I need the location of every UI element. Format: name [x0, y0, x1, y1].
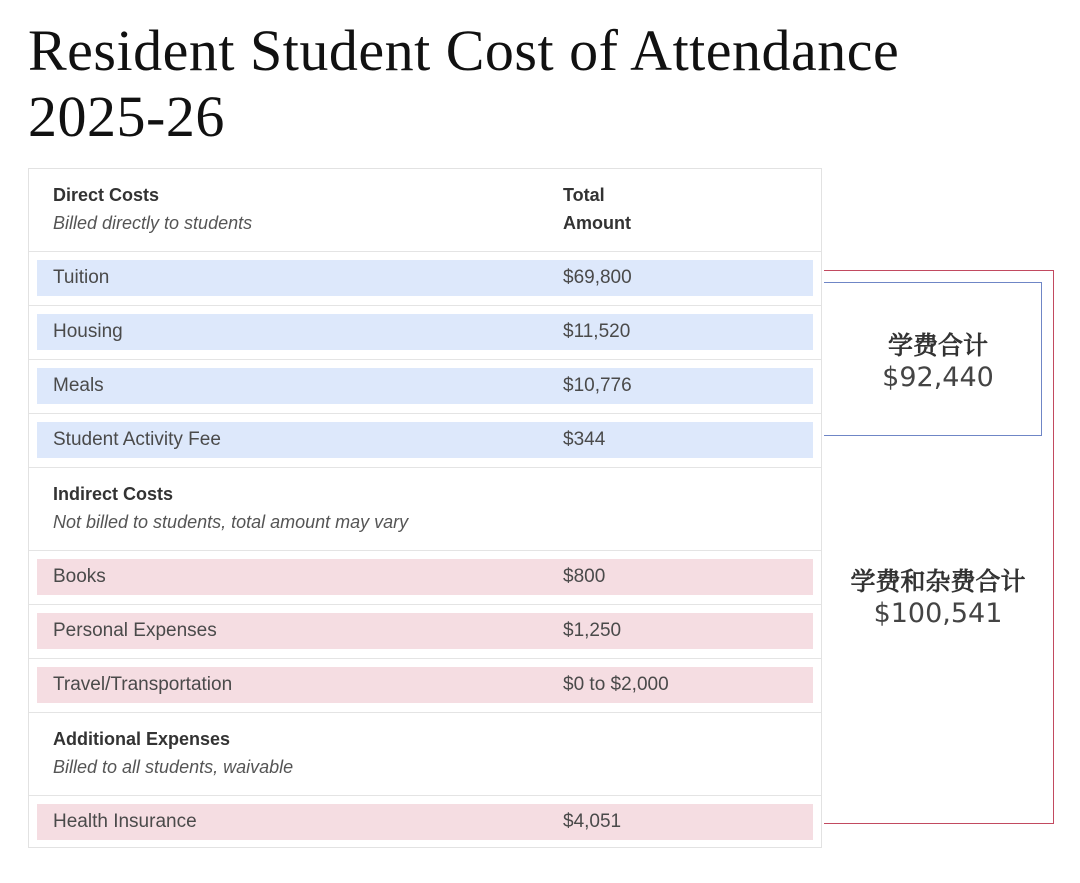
row-divider [29, 251, 821, 252]
row-amount: $69,800 [563, 267, 632, 288]
direct-costs-title: Direct Costs [53, 185, 160, 205]
row-label: Housing [53, 321, 123, 342]
tuition-total-label: 学费合计 [887, 331, 988, 360]
row-divider [29, 359, 821, 360]
row-divider [29, 413, 821, 414]
row-label: Personal Expenses [53, 620, 217, 641]
indirect-costs-header [29, 468, 821, 550]
row-divider [29, 305, 821, 306]
total-column-header-line1: Total [563, 185, 605, 205]
table-row-books [37, 559, 813, 595]
direct-costs-subtitle: Billed directly to students [53, 213, 253, 233]
tuition-total-summary [868, 330, 1008, 394]
table-row-housing [37, 314, 813, 350]
table-row-health-insurance [37, 804, 813, 840]
row-label: Meals [53, 375, 104, 396]
row-divider [29, 550, 821, 551]
page-title-line2: 2025-26 [28, 84, 225, 149]
table-row-travel-transportation [37, 667, 813, 703]
row-label: Books [53, 566, 106, 587]
cost-table [28, 168, 822, 848]
indirect-costs-subtitle: Not billed to students, total amount may vary [53, 512, 409, 532]
row-amount: $0 to $2,000 [563, 674, 669, 695]
row-amount: $344 [563, 429, 606, 450]
overall-total-label: 学费和杂费合计 [850, 567, 1026, 596]
total-column-header-line2: Amount [563, 213, 631, 233]
row-divider [29, 604, 821, 605]
table-row-meals [37, 368, 813, 404]
row-divider [29, 658, 821, 659]
row-divider [29, 795, 821, 796]
table-row-personal-expenses [37, 613, 813, 649]
row-amount: $4,051 [563, 811, 622, 832]
overall-total-summary [836, 566, 1040, 630]
table-row-student-activity-fee [37, 422, 813, 458]
row-label: Travel/Transportation [53, 674, 233, 695]
tuition-total-amount: $92,440 [882, 362, 994, 393]
row-label: Tuition [53, 267, 110, 288]
additional-expenses-subtitle: Billed to all students, waivable [53, 757, 294, 777]
table-row-tuition [37, 260, 813, 296]
row-label: Student Activity Fee [53, 429, 221, 450]
row-label: Health Insurance [53, 811, 197, 832]
row-amount: $10,776 [563, 375, 632, 396]
additional-expenses-title: Additional Expenses [53, 729, 231, 749]
row-amount: $800 [563, 566, 606, 587]
overall-total-amount: $100,541 [873, 598, 1003, 629]
row-amount: $1,250 [563, 620, 622, 641]
indirect-costs-title: Indirect Costs [53, 484, 174, 504]
row-amount: $11,520 [563, 321, 631, 342]
direct-costs-header [29, 169, 821, 251]
additional-expenses-header [29, 713, 821, 795]
page-title [28, 18, 1028, 150]
page-title-line1: Resident Student Cost of Attendance [28, 18, 900, 83]
